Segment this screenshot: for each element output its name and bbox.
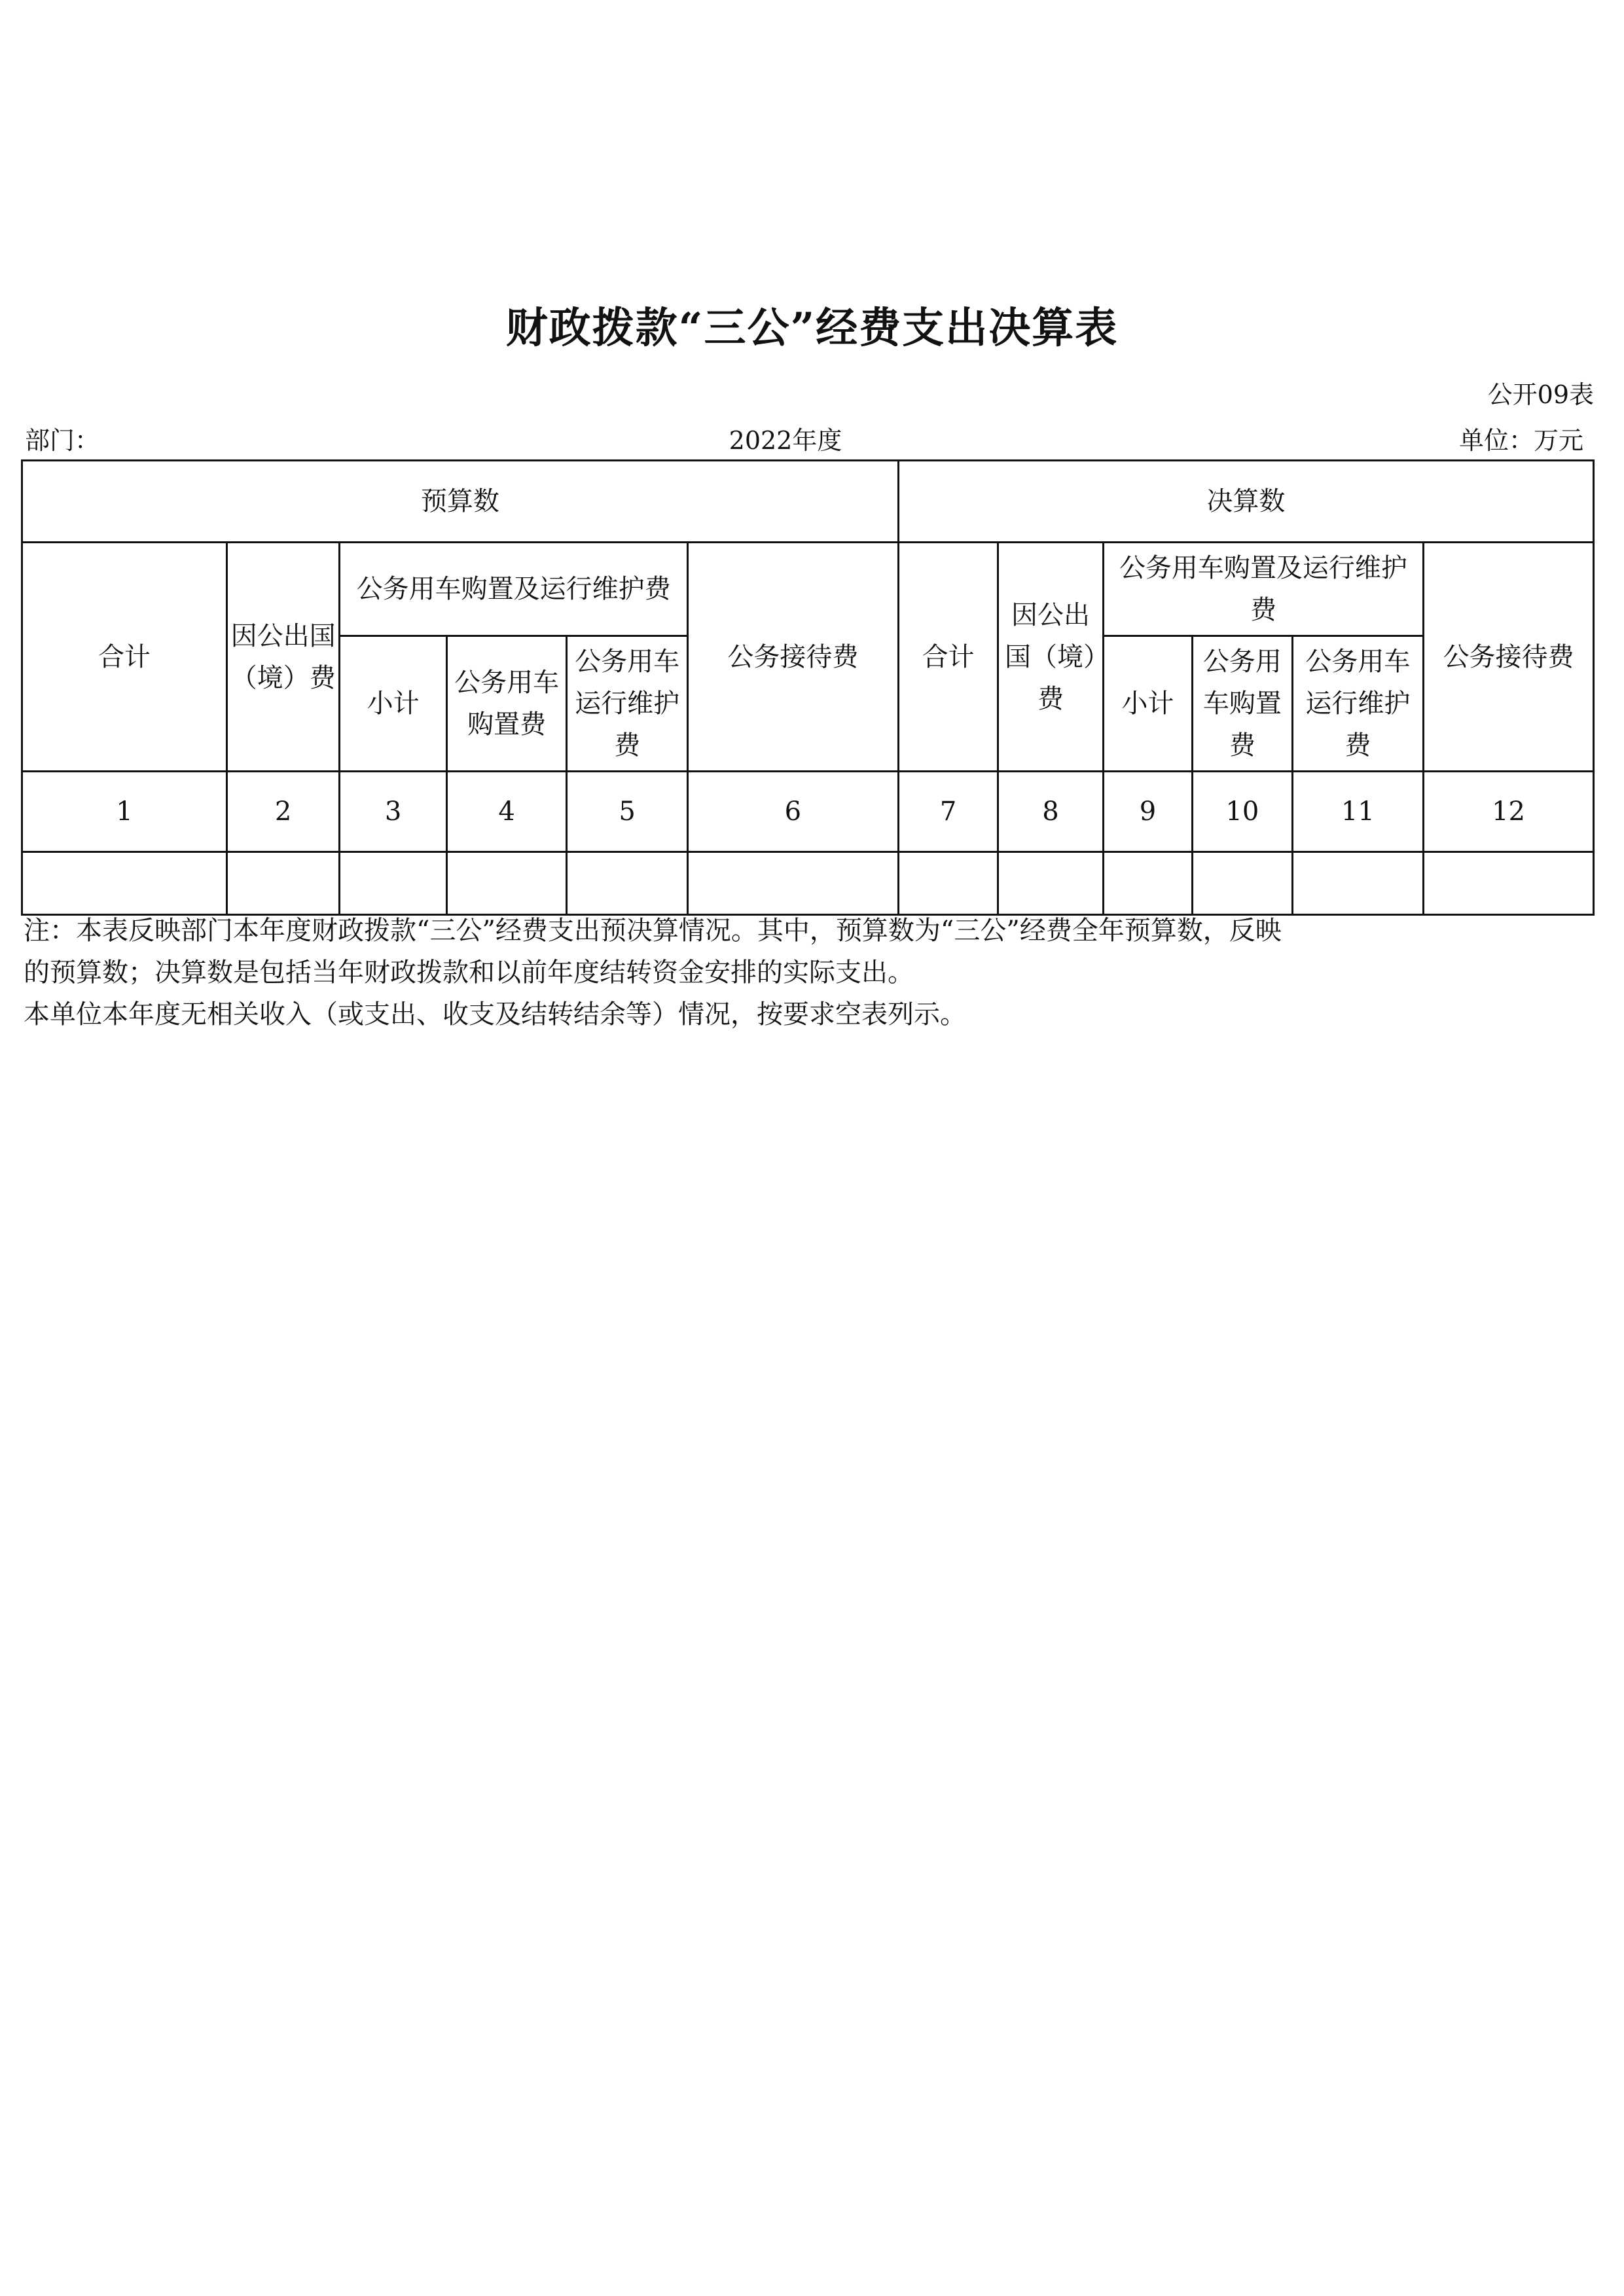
column-number: 1 <box>22 772 227 852</box>
data-cell <box>687 852 898 915</box>
column-number: 2 <box>226 772 339 852</box>
header-final-vehicle-purchase: 公务用车购置费 <box>1193 636 1292 772</box>
unit-label: 单位：万元 <box>1458 426 1583 455</box>
column-number: 9 <box>1103 772 1192 852</box>
table-notes <box>24 910 1621 1035</box>
header-final-abroad: 因公出国（境）费 <box>998 543 1103 772</box>
column-number: 7 <box>898 772 998 852</box>
column-number-row <box>22 772 1594 852</box>
header-budget-subtotal: 小计 <box>340 636 446 772</box>
header-budget-reception: 公务接待费 <box>687 543 898 772</box>
data-cell <box>446 852 567 915</box>
note-line: 本单位本年度无相关收入（或支出、收支及结转结余等）情况，按要求空表列示。 <box>24 999 966 1030</box>
data-cell <box>998 852 1103 915</box>
column-number: 10 <box>1193 772 1292 852</box>
header-final-reception: 公务接待费 <box>1424 543 1594 772</box>
table-data-row <box>22 852 1594 915</box>
table-header-row <box>22 543 1594 636</box>
header-budget-vehicle-purchase: 公务用车购置费 <box>446 636 567 772</box>
data-cell <box>1424 852 1594 915</box>
data-cell <box>1292 852 1424 915</box>
data-cell <box>340 852 446 915</box>
header-budget-vehicle-group: 公务用车购置及运行维护费 <box>340 543 688 636</box>
note-line: 注：本表反映部门本年度财政拨款“三公”经费支出预决算情况。其中，预算数为“三公”经费全年预算数，反映 <box>24 916 1282 946</box>
column-number: 11 <box>1292 772 1424 852</box>
header-final-subtotal: 小计 <box>1103 636 1192 772</box>
header-final-vehicle-operation: 公务用车运行维护费 <box>1292 636 1424 772</box>
data-cell <box>22 852 227 915</box>
data-cell <box>898 852 998 915</box>
form-code: 公开09表 <box>1487 380 1594 409</box>
header-budget-total: 合计 <box>22 543 227 772</box>
header-final-group: 决算数 <box>898 461 1593 543</box>
column-number: 8 <box>998 772 1103 852</box>
report-year: 2022年度 <box>729 426 842 455</box>
header-budget-abroad: 因公出国（境）费 <box>226 543 339 772</box>
column-number: 3 <box>340 772 446 852</box>
data-cell <box>226 852 339 915</box>
department-label: 部门： <box>25 426 100 455</box>
header-budget-group: 预算数 <box>22 461 899 543</box>
page-title: 财政拨款“三公”经费支出决算表 <box>505 304 1119 353</box>
data-cell <box>567 852 688 915</box>
note-line: 的预算数；决算数是包括当年财政拨款和以前年度结转资金安排的实际支出。 <box>24 958 914 988</box>
header-final-vehicle-group: 公务用车购置及运行维护费 <box>1103 543 1423 636</box>
data-cell <box>1103 852 1192 915</box>
data-cell <box>1193 852 1292 915</box>
header-budget-vehicle-operation: 公务用车运行维护费 <box>567 636 688 772</box>
table-group-header-row <box>22 461 1594 543</box>
column-number: 6 <box>687 772 898 852</box>
column-number: 12 <box>1424 772 1594 852</box>
three-public-expenses-table <box>21 459 1595 916</box>
header-final-total: 合计 <box>898 543 998 772</box>
column-number: 4 <box>446 772 567 852</box>
column-number: 5 <box>567 772 688 852</box>
